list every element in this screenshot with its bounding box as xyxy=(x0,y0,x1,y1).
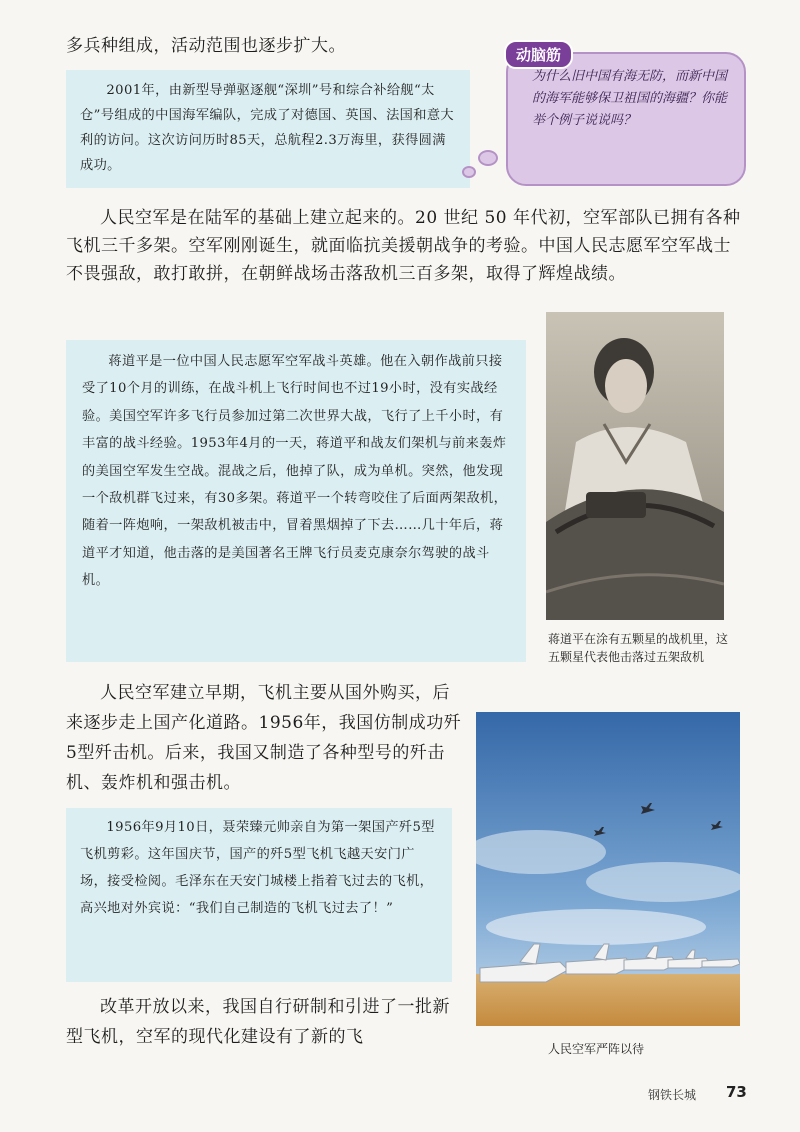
pilot-photo xyxy=(546,312,724,620)
pilot-photo-caption: 蒋道平在涂有五颗星的战机里，这五颗星代表他击落过五架敌机 xyxy=(548,632,729,664)
page-number: 73 xyxy=(726,1083,747,1101)
think-bubble-title: 动脑筋 xyxy=(504,40,573,69)
pilot-in-cockpit-image xyxy=(546,312,724,620)
paragraph-aircraft-production: 人民空军建立早期，飞机主要从国外购买，后来逐步走上国产化道路。1956年，我国仿制成功歼5型歼击机。后来，我国又制造了各种型号的歼击机、轰炸机和强击机。 xyxy=(66,683,462,793)
sidebar-box-j5-ceremony xyxy=(66,808,452,982)
paragraph-air-force-origin: 人民空军是在陆军的基础上建立起来的。20 世纪 50 年代初，空军部队已拥有各种飞机三千多架。空军刚刚诞生，就面临抗美援朝战争的考验。中国人民志愿军空军战士不畏强敌，敢打敢拼，在朝鲜战场击落敌机三百多架，取得了辉煌战绩。 xyxy=(66,208,741,284)
paragraph-modernization: 改革开放以来，我国自行研制和引进了一批新型飞机，空军的现代化建设有了新的飞 xyxy=(66,997,450,1047)
paragraph-intro-end: 多兵种组成，活动范围也逐步扩大。 xyxy=(66,36,346,56)
think-bubble xyxy=(506,46,746,186)
bubble-dot-icon xyxy=(478,150,498,166)
box-j5-ceremony-text: 1956年9月10日，聂荣臻元帅亲自为第一架国产歼5型飞机剪彩。这年国庆节，国产的歼5型飞机飞越天安门广场，接受检阅。毛泽东在天安门城楼上指着飞过去的飞机，高兴地对外宾说：“我们自己制造的飞机飞过去了！” xyxy=(80,820,435,916)
bubble-dot-small-icon xyxy=(462,166,476,178)
jets-photo-caption: 人民空军严阵以待 xyxy=(548,1042,645,1056)
footer-chapter-title: 钢铁长城 xyxy=(648,1088,697,1102)
sidebar-box-pilot-story xyxy=(66,340,526,662)
think-bubble-question: 为什么旧中国有海无防，而新中国的海军能够保卫祖国的海疆？你能举个例子说说吗？ xyxy=(532,69,728,128)
box-pilot-story-text: 蒋道平是一位中国人民志愿军空军战斗英雄。他在入朝作战前只接受了10个月的训练，在战斗机上飞行时间也不过19小时，没有实战经验。美国空军许多飞行员参加过第二次世界大战，飞行了上千小时，有丰富的战斗经验。1953年4月的一天，蒋道平和战友们架机与前来轰炸的美国空军发生空战。混战之后，他掉了队，成为单机。突然，他发现一个敌机群飞过来，有30多架。蒋道平一个转弯咬住了后面两架敌机，随着一阵炮响，一架敌机被击中，冒着黑烟掉了下去……几十年后，蒋道平才知道，他击落的是美国著名王牌飞行员麦克康奈尔驾驶的战斗机。 xyxy=(82,354,508,589)
box-navy-visit-text: 2001年，由新型导弹驱逐舰“深圳”号和综合补给舰“太仓”号组成的中国海军编队，完成了对德国、英国、法国和意大利的访问。这次访问历时85天，总航程2.3万海里，获得圆满成功。 xyxy=(80,83,455,173)
jets-lined-up-image xyxy=(476,712,740,1026)
jets-photo xyxy=(476,712,740,1026)
sidebar-box-navy-visit xyxy=(66,70,470,188)
